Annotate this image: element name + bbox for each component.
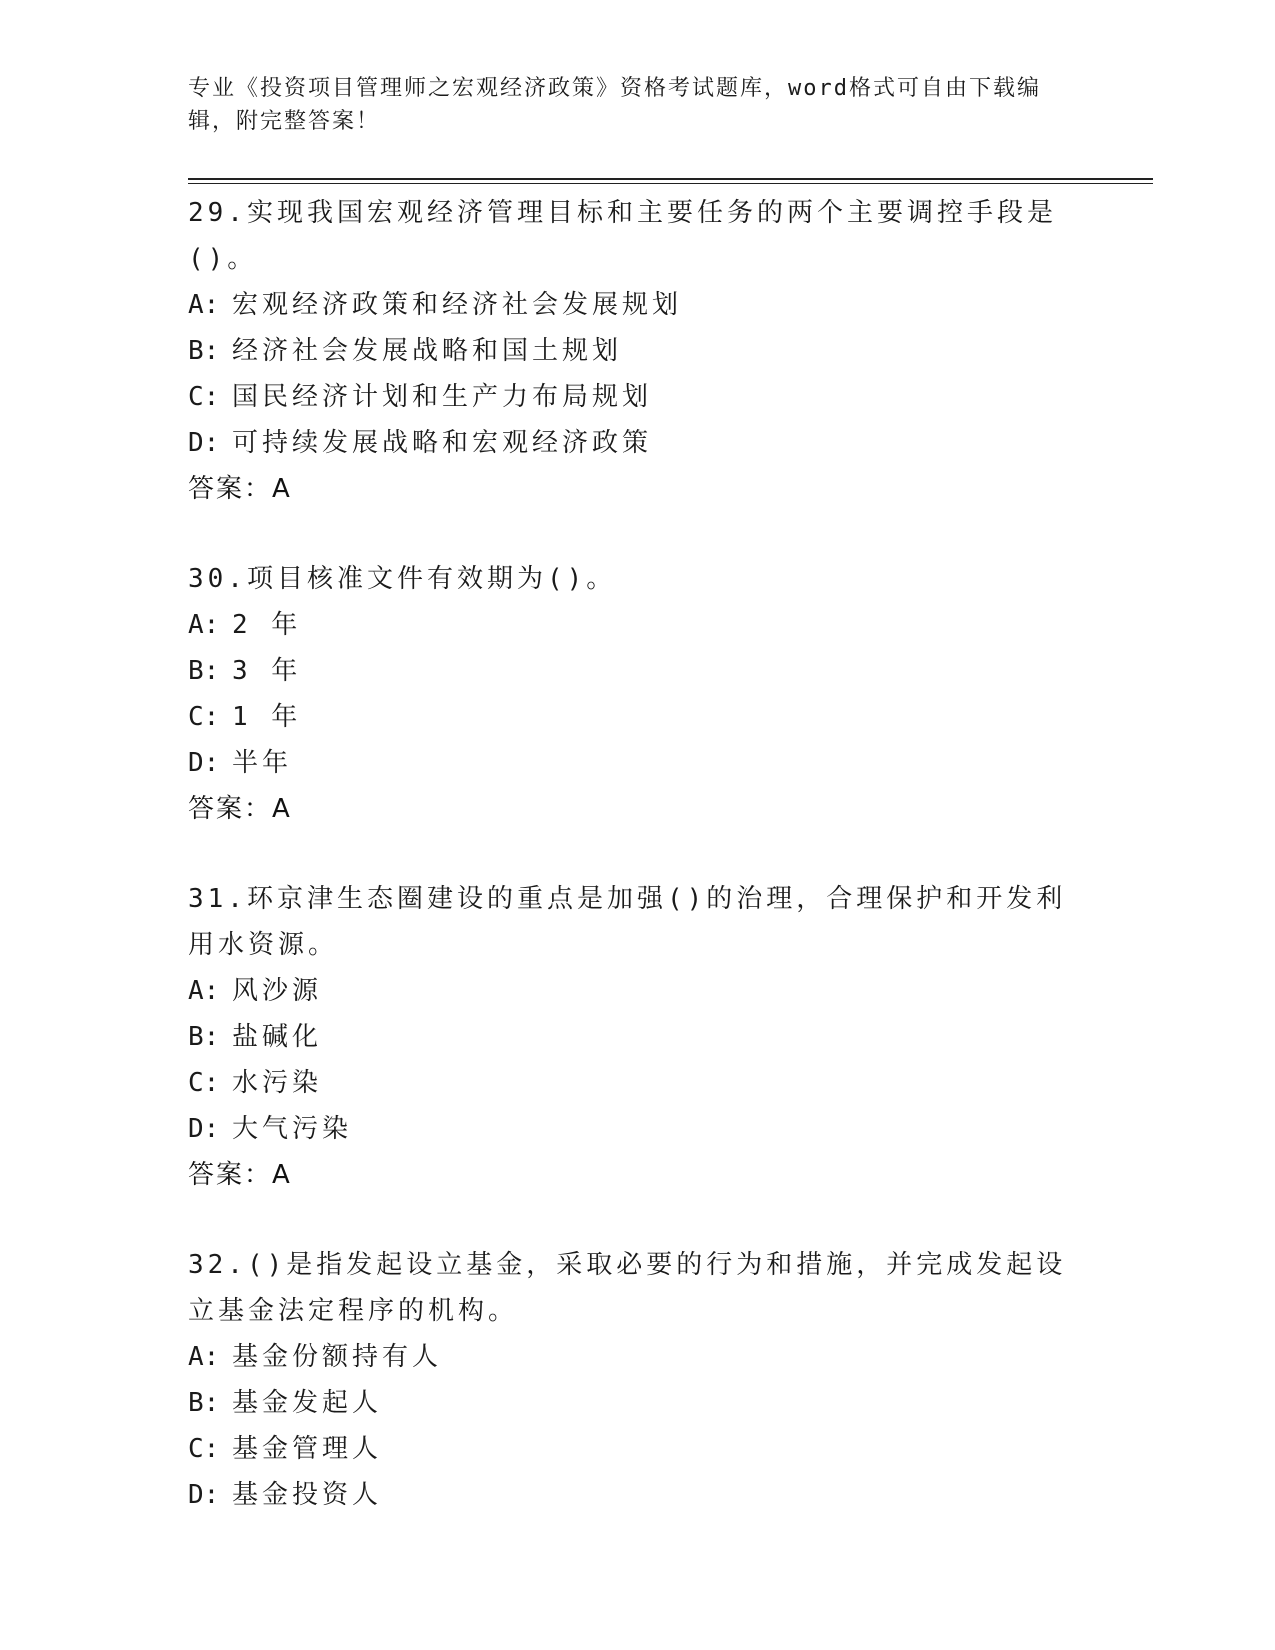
option-c	[188, 1426, 1088, 1472]
option-letter: A:	[188, 976, 220, 1006]
option-c	[188, 1060, 1088, 1106]
option-letter: C:	[188, 1434, 220, 1464]
option-text: 2 年	[232, 610, 302, 640]
option-letter: C:	[188, 1068, 220, 1098]
option-letter: C:	[188, 382, 220, 412]
option-c	[188, 694, 1088, 740]
option-text: 国民经济计划和生产力布局规划	[232, 382, 653, 412]
option-letter: D:	[188, 428, 220, 458]
option-text: 基金管理人	[232, 1434, 383, 1464]
option-text: 宏观经济政策和经济社会发展规划	[232, 290, 683, 320]
answer-line: 答案：A	[188, 474, 292, 504]
header-divider-thin	[188, 183, 1153, 184]
option-text: 基金发起人	[232, 1388, 383, 1418]
option-text: 基金投资人	[232, 1480, 383, 1510]
option-text: 经济社会发展战略和国土规划	[232, 336, 623, 366]
answer-line: 答案：A	[188, 794, 292, 824]
option-d	[188, 740, 1088, 786]
option-text: 盐碱化	[232, 1022, 323, 1052]
question-list	[188, 190, 1088, 1562]
option-b	[188, 648, 1088, 694]
option-letter: D:	[188, 748, 220, 778]
option-a	[188, 602, 1088, 648]
option-text: 风沙源	[232, 976, 323, 1006]
option-d	[188, 1106, 1088, 1152]
question-32	[188, 1242, 1088, 1518]
option-letter: B:	[188, 1388, 220, 1418]
option-letter: B:	[188, 336, 220, 366]
option-letter: A:	[188, 1342, 220, 1372]
question-stem: 32.()是指发起设立基金，采取必要的行为和措施，并完成发起设立基金法定程序的机构。	[188, 1250, 1067, 1326]
option-a	[188, 1334, 1088, 1380]
option-letter: D:	[188, 1480, 220, 1510]
option-a	[188, 968, 1088, 1014]
option-text: 半年	[232, 748, 293, 778]
option-text: 大气污染	[232, 1114, 353, 1144]
option-letter: B:	[188, 656, 220, 686]
option-letter: A:	[188, 290, 220, 320]
option-a	[188, 282, 1088, 328]
question-stem: 31.环京津生态圈建设的重点是加强()的治理，合理保护和开发利用水资源。	[188, 884, 1067, 960]
option-letter: C:	[188, 702, 220, 732]
option-text: 基金份额持有人	[232, 1342, 443, 1372]
option-b	[188, 1014, 1088, 1060]
option-b	[188, 328, 1088, 374]
option-d	[188, 420, 1088, 466]
answer-line: 答案：A	[188, 1160, 292, 1190]
option-text: 水污染	[232, 1068, 323, 1098]
question-stem: 30.项目核准文件有效期为()。	[188, 564, 617, 594]
option-letter: A:	[188, 610, 220, 640]
page-header: 专业《投资项目管理师之宏观经济政策》资格考试题库，word格式可自由下载编辑，附完整答案！	[188, 76, 1041, 134]
question-30	[188, 556, 1088, 832]
question-29	[188, 190, 1088, 512]
option-c	[188, 374, 1088, 420]
option-d	[188, 1472, 1088, 1518]
question-31	[188, 876, 1088, 1198]
option-letter: D:	[188, 1114, 220, 1144]
question-stem: 29.实现我国宏观经济管理目标和主要任务的两个主要调控手段是()。	[188, 198, 1057, 274]
option-text: 3 年	[232, 656, 302, 686]
option-letter: B:	[188, 1022, 220, 1052]
header-divider-thick	[188, 178, 1153, 180]
option-b	[188, 1380, 1088, 1426]
option-text: 可持续发展战略和宏观经济政策	[232, 428, 653, 458]
option-text: 1 年	[232, 702, 302, 732]
